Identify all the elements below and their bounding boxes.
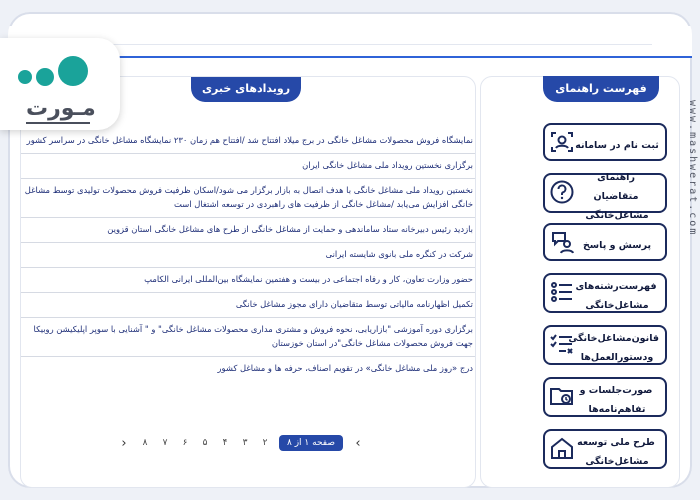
guide-national-plan-label: طرح ملی توسعه مشاغل‌خانگی bbox=[577, 437, 655, 467]
guide-minutes-label: صورت‌جلسات و تفاهم‌نامه‌ها bbox=[579, 385, 653, 415]
news-panel bbox=[20, 76, 476, 488]
guide-fields-button[interactable] bbox=[543, 273, 667, 313]
guide-minutes-button[interactable] bbox=[543, 377, 667, 417]
guide-national-plan-button[interactable] bbox=[543, 429, 667, 469]
question-icon bbox=[549, 179, 575, 205]
page-link-3[interactable]: ۳ bbox=[242, 438, 248, 448]
news-item-4[interactable]: بازدید رئیس دبیرخانه ستاد ساماندهی و حمایت از مشاغل خانگی از طرح های مشاغل خانگی استان قزوین bbox=[21, 218, 475, 243]
guide-applicants-button[interactable] bbox=[543, 171, 667, 221]
news-list bbox=[21, 129, 475, 381]
guide-register-button[interactable] bbox=[543, 123, 667, 161]
page-link-6[interactable]: ۶ bbox=[182, 438, 188, 448]
checklist-icon bbox=[549, 331, 575, 357]
watermark-url: www.mashwerat.com bbox=[687, 100, 698, 237]
guide-law-button[interactable] bbox=[543, 325, 667, 365]
chevron-left-icon[interactable]: ‹ bbox=[121, 435, 127, 451]
news-item-8[interactable]: برگزاری دوره آموزشی "بازاریابی، نحوه فروش و مشتری مداری محصولات مشاغل خانگی" و " آشنایی با سوپر اپلیکیشن روبیکا جهت فروش محصولات مشاغل خانگی"در استان خوزستان bbox=[21, 318, 475, 357]
guide-panel bbox=[480, 76, 680, 488]
logo-text: مـورت bbox=[26, 96, 96, 121]
page-link-7[interactable]: ۷ bbox=[162, 438, 168, 448]
user-scan-icon bbox=[549, 129, 575, 155]
page-link-2[interactable]: ۲ bbox=[262, 438, 268, 448]
logo-underline bbox=[26, 122, 90, 124]
chat-user-icon bbox=[549, 229, 575, 255]
news-panel-title: رویدادهای خبری bbox=[191, 76, 301, 102]
news-item-9[interactable]: درج «روز ملی مشاغل خانگی» در تقویم اصناف، حرفه ها و مشاغل کشور bbox=[217, 363, 473, 373]
guide-register-label: ثبت نام در سامانه bbox=[575, 139, 659, 151]
guide-applicants-label: راهنمای متقاضیان مشاغل‌خانگی bbox=[585, 171, 649, 221]
guide-panel-title: فهرست راهنمای مراجعین bbox=[543, 76, 659, 102]
guide-faq-label: پرسش و پاسخ bbox=[582, 239, 652, 251]
news-item-7[interactable]: تکمیل اظهارنامه مالیاتی توسط متقاضیان دارای مجوز مشاغل خانگی bbox=[21, 293, 475, 318]
guide-faq-button[interactable] bbox=[543, 223, 667, 261]
pagination bbox=[117, 433, 365, 453]
pagination-current[interactable]: صفحه ۱ از ۸ bbox=[279, 435, 343, 451]
news-item-2[interactable]: برگزاری نخستین رویداد ملی مشاغل خانگی ایران bbox=[21, 154, 475, 179]
header-rule bbox=[44, 34, 652, 45]
news-item-6[interactable]: حضور وزارت تعاون، کار و رفاه اجتماعی در بیست و هفتمین نمایشگاه بین‌المللی ایرانی الکامپ bbox=[21, 268, 475, 293]
page-link-4[interactable]: ۴ bbox=[222, 438, 228, 448]
logo-card bbox=[0, 38, 120, 130]
guide-law-label: قانون‌مشاغل‌خانگی ودستورالعمل‌ها bbox=[568, 333, 659, 363]
page-link-5[interactable]: ۵ bbox=[202, 438, 208, 448]
page-link-8[interactable]: ۸ bbox=[142, 438, 148, 448]
folder-clock-icon bbox=[549, 383, 575, 409]
news-item-3[interactable]: نخستین رویداد ملی مشاغل خانگی با هدف اتصال به بازار برگزار می شود/اسکان ظرفیت فروش محصولات تولیدی توسط مشاغل خانگی افزایش می‌یابد /مشاغل خانگی از ظرفیت های راهبردی در توسعه اشتغال است bbox=[21, 179, 475, 218]
news-item-1[interactable]: نمایشگاه فروش محصولات مشاغل خانگی در برج میلاد افتتاح شد /افتتاح هم زمان ۲۳۰ نمایشگاه مشاغل خانگی در سراسر کشور bbox=[21, 129, 475, 154]
guide-fields-label: فهرست‌رشته‌های مشاغل‌خانگی bbox=[575, 281, 657, 311]
home-icon bbox=[549, 435, 575, 461]
news-item-5[interactable]: شرکت در کنگره ملی بانوی شایسته ایرانی bbox=[21, 243, 475, 268]
list-icon bbox=[549, 279, 575, 305]
chevron-right-icon[interactable]: › bbox=[355, 435, 361, 451]
